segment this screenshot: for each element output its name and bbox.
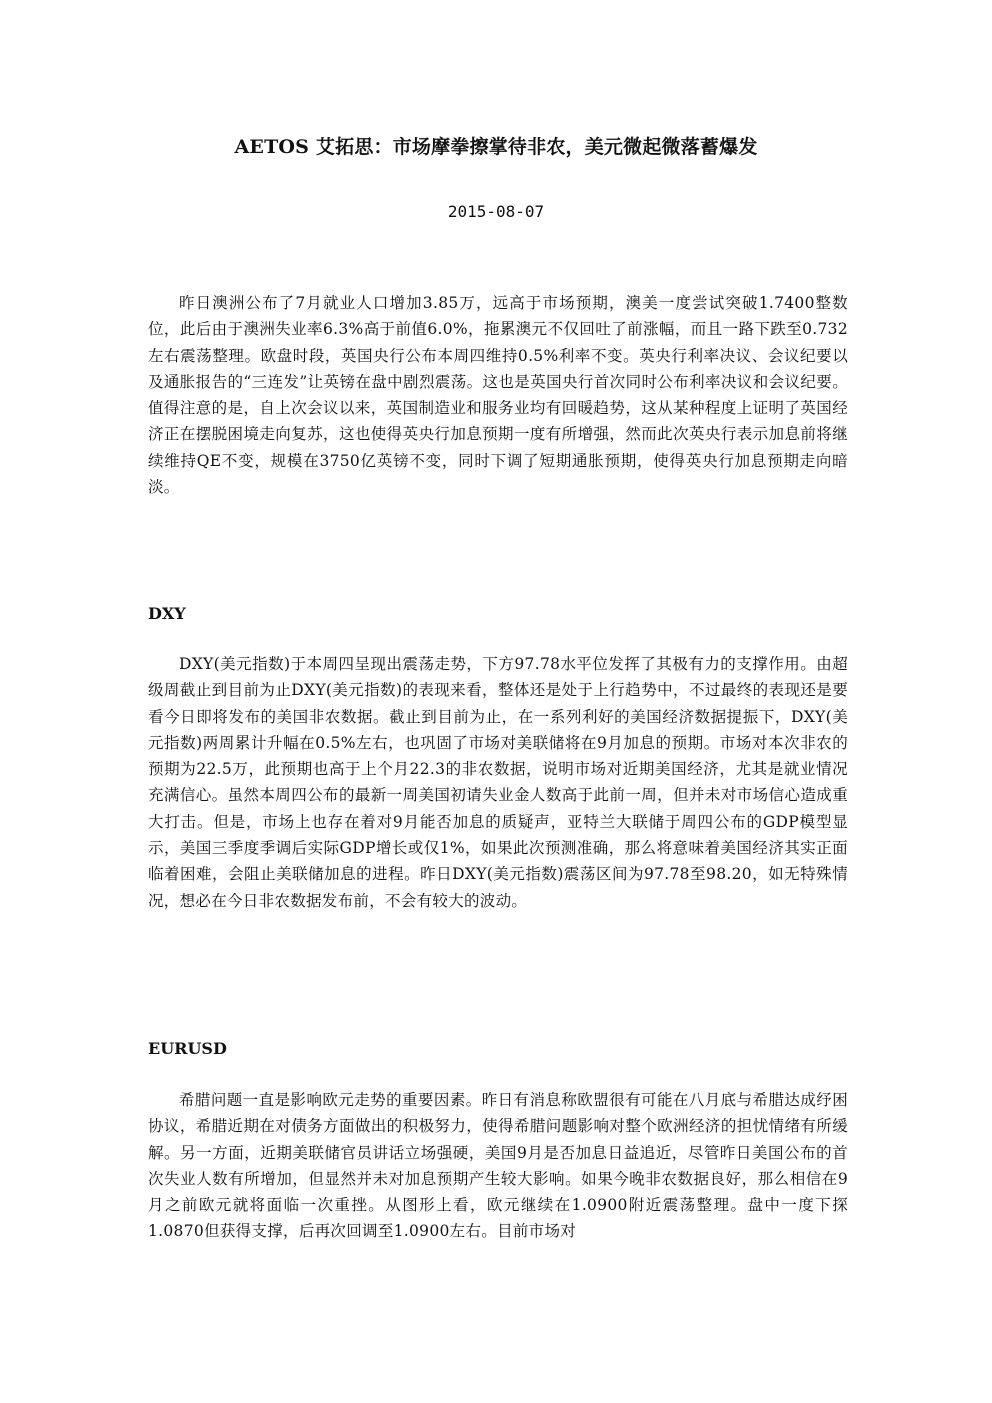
document-title: AETOS 艾拓思：市场摩拳擦掌待非农，美元微起微落蓄爆发 <box>234 136 758 158</box>
intro-paragraph: 昨日澳洲公布了7月就业人口增加3.85万，远高于市场预期，澳美一度尝试突破1.7400整数位，此后由于澳洲失业率6.3%高于前值6.0%，拖累澳元不仅回吐了前涨幅，而且一路下跌至0.732左右震荡整理。欧盘时段，英国央行公布本周四维持0.5%利率不变。英央行利率决议、会议纪要以及通胀报告的“三连发”让英镑在盘中剧烈震荡。这也是英国央行首次同时公布利率决议和会议纪要。值得注意的是，自上次会议以来，英国制造业和服务业均有回暖趋势，这从某种程度上证明了英国经济正在摆脱困境走向复苏，这也使得英央行加息预期一度有所增强，然而此次英央行表示加息前将继续维持QE不变，规模在3750亿英镑不变，同时下调了短期通胀预期，使得英央行加息预期走向暗淡。 <box>148 294 848 497</box>
document-date: 2015-08-07 <box>447 202 545 221</box>
section-heading-eurusd: EURUSD <box>148 1039 227 1058</box>
section-paragraph-eurusd: 希腊问题一直是影响欧元走势的重要因素。昨日有消息称欧盟很有可能在八月底与希腊达成纾困协议，希腊近期在对债务方面做出的积极努力，使得希腊问题影响对整个欧洲经济的担忧情绪有所缓解。另一方面，近期美联储官员讲话立场强硬，美国9月是否加息日益追近，尽管昨日美国公布的首次失业人数有所增加，但显然并未对加息预期产生较大影响。如果今晚非农数据良好，那么相信在9月之前欧元就将面临一次重挫。从图形上看，欧元继续在1.0900附近震荡整理。盘中一度下探1.0870但获得支撑，后再次回调至1.0900左右。目前市场对 <box>148 1091 848 1241</box>
section-paragraph-dxy: DXY(美元指数)于本周四呈现出震荡走势，下方97.78水平位发挥了其极有力的支撑作用。由超级周截止到目前为止DXY(美元指数)的表现来看，整体还是处于上行趋势中，不过最终的表现还是要看今日即将发布的美国非农数据。截止到目前为止，在一系列利好的美国经济数据提振下，DXY(美元指数)两周累计升幅在0.5%左右，也巩固了市场对美联储将在9月加息的预期。市场对本次非农的预期为22.5万，此预期也高于上个月22.3的非农数据，说明市场对近期美国经济，尤其是就业情况充满信心。虽然本周四公布的最新一周美国初请失业金人数高于此前一周，但并未对市场信心造成重大打击。但是，市场上也存在着对9月能否加息的质疑声，亚特兰大联储于周四公布的GDP模型显示，美国三季度季调后实际GDP增长或仅1%，如果此次预测准确，那么将意味着美国经济其实正面临着困难，会阻止美联储加息的进程。昨日DXY(美元指数)震荡区间为97.78至98.20，如无特殊情况，想必在今日非农数据发布前，不会有较大的波动。 <box>148 655 848 910</box>
section-heading-dxy: DXY <box>148 604 186 623</box>
